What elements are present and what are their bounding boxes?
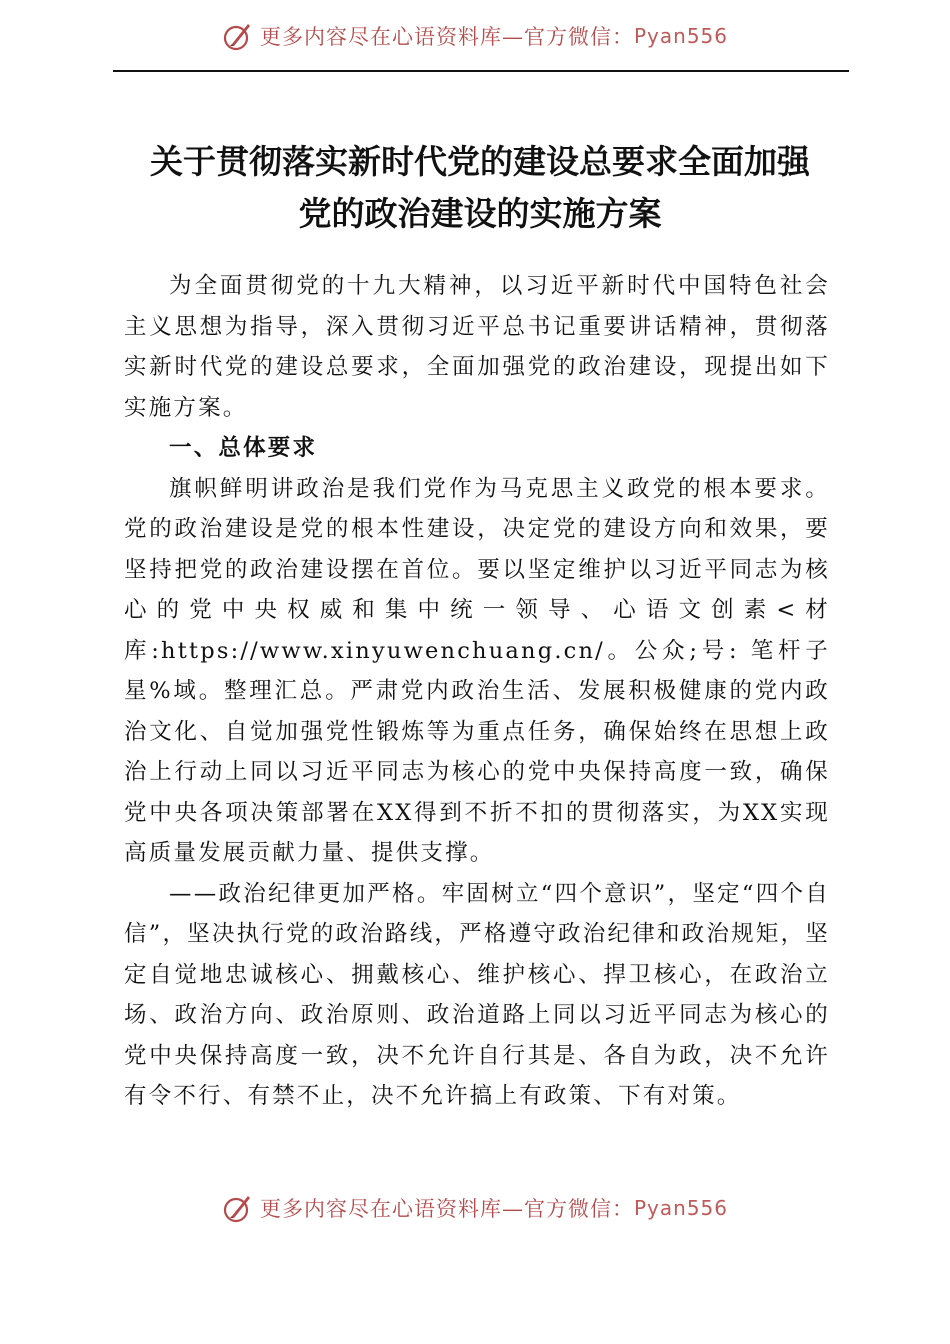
title-line-2: 党的政治建设的实施方案 [298,194,662,233]
header-banner-id: Pyan556 [633,24,728,48]
title-line-1: 关于贯彻落实新时代党的建设总要求全面加强 [150,142,810,181]
document-title [100,136,860,240]
quill-pen-seal-icon [222,20,254,52]
political-discipline-lead: ——政治纪律更加严格。 [169,880,442,907]
quill-pen-seal-icon [222,1192,254,1224]
footer-watermark-banner [0,1186,950,1230]
general-requirements-paragraph: 旗帜鲜明讲政治是我们党作为马克思主义政党的根本要求。党的政治建设是党的根本性建设，决定党的建设方向和效果，要坚持把党的政治建设摆在首位。要以坚定维护以习近平同志为核心的党中央权威和集中统一领导、心语文创素<材库:https://www.xinyuwenchuang.cn/。公众;号: 笔杆子星%域。整理汇总。严肃党内政治生活、发展积极健康的党内政治文化、自觉加强党性锻炼等为重点任务，确保始终在思想上政治上行动上同以习近平同志为核心的党中央保持高度一致，确保党中央各项决策部署在XX得到不折不扣的贯彻落实，为XX实现高质量发展贡献力量、提供支撑。 [124,475,830,866]
footer-banner-text: 更多内容尽在心语资料库—官方微信： [259,1197,634,1221]
section-heading-general-requirements: 一、总体要求 [169,435,318,461]
political-discipline-paragraph [124,874,830,1117]
header-divider [113,70,849,72]
document-body [124,266,830,1117]
intro-paragraph: 为全面贯彻党的十九大精神，以习近平新时代中国特色社会主义思想为指导，深入贯彻习近平总书记重要讲话精神，贯彻落实新时代党的建设总要求，全面加强党的政治建设，现提出如下实施方案。 [124,273,830,421]
political-discipline-text: 牢固树立“四个意识”，坚定“四个自信”，坚决执行党的政治路线，严格遵守政治纪律和政治规矩，坚定自觉地忠诚核心、拥戴核心、维护核心、捍卫核心，在政治立场、政治方向、政治原则、政治道路上同以习近平同志为核心的党中央保持高度一致，决不允许自行其是、各自为政，决不允许有令不行、有禁不止，决不允许搞上有政策、下有对策。 [124,880,830,1109]
header-watermark-banner [0,14,950,58]
footer-banner-id: Pyan556 [633,1196,728,1220]
header-banner-text: 更多内容尽在心语资料库—官方微信： [259,25,634,49]
